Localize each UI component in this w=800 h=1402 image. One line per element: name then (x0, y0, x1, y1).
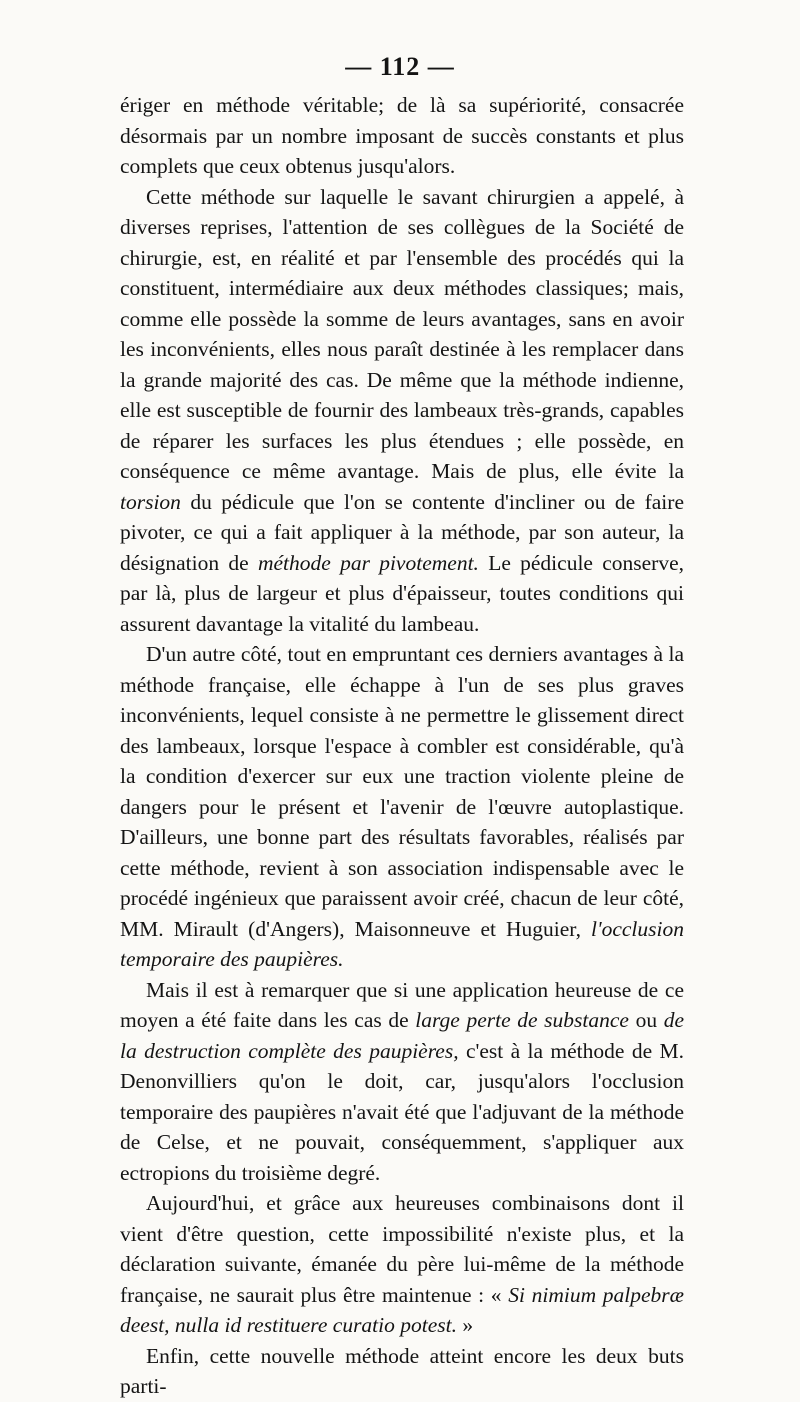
text-run: ériger en méthode véritable; de là sa supériorité, consacrée désormais par un nombre imposant de succès constants et plus complets que ceux obtenus jusqu'alors. (120, 93, 684, 178)
text-run: c'est à la méthode de M. Denonvilliers qu'on le doit, car, jusqu'alors l'occlusion temporaire des paupières n'avait été que l'adjuvant de la méthode de Celse, et ne pouvait, conséquemment, s'appliquer aux ectropions du troisième degré. (120, 1038, 684, 1185)
paragraph (120, 639, 684, 975)
text-run: Aujourd'hui, et grâce aux heureuses combinaisons dont il vient d'être question, cette impossibilité n'existe plus, et la déclaration suivante, émanée du père lui-même de la méthode française, ne saurait plus être maintenue : « (120, 1191, 684, 1307)
text-run: Mais il est à remarquer que si une application heureuse de ce moyen a été faite dans les cas de (120, 977, 684, 1032)
italic-text: l'occlusion temporaire des paupières. (120, 916, 684, 971)
italic-text: torsion (120, 489, 181, 514)
paragraph (120, 90, 684, 182)
text-run: Cette méthode sur laquelle le savant chirurgien a appelé, à diverses reprises, l'attention de ses collègues de la Société de chirurgie, est, en réalité et par l'ensemble des procédés qui la constituent, intermédiaire aux deux méthodes classiques; mais, comme elle possède la somme de leurs avantages, sans en avoir les inconvénients, elles nous paraît destinée à les remplacer dans la grande majorité des cas. De même que la méthode indienne, elle est susceptible de fournir des lambeaux très-grands, capables de réparer les surfaces les plus étendues ; elle possède, en conséquence ce même avantage. Mais de plus, elle évite la (120, 184, 684, 483)
paragraph (120, 975, 684, 1189)
page-number: — 112 — (345, 52, 455, 81)
text-run: Enfin, cette nouvelle méthode atteint encore les deux buts parti- (120, 1343, 684, 1398)
italic-text: large perte de substance (415, 1008, 629, 1032)
italic-text: Si nimium palpebræ deest, nulla id restituere curatio potest. (120, 1282, 684, 1337)
text-run: ou (628, 1008, 664, 1032)
text-run: » (457, 1313, 474, 1337)
text-run: du pédicule que l'on se contente d'incliner ou de faire pivoter, ce qui a fait appliquer à la méthode, par son auteur, la désignation de (120, 489, 684, 575)
body-text (120, 90, 684, 1402)
paragraph (120, 182, 684, 640)
italic-text: de la destruction complète des paupières, (120, 1008, 684, 1063)
text-run: Le pédicule conserve, par là, plus de largeur et plus d'épaisseur, toutes conditions qui assurent davantage la vitalité du lambeau. (120, 550, 685, 636)
paragraph (120, 1341, 684, 1402)
paragraph (120, 1188, 684, 1341)
italic-text: méthode par pivotement. (257, 550, 479, 575)
text-run: D'un autre côté, tout en empruntant ces derniers avantages à la méthode française, elle échappe à l'un de ses plus graves inconvénients, lequel consiste à ne permettre le glissement direct des lambeaux, lorsque l'espace à combler est considérable, qu'à la condition d'exercer sur eux une traction violente pleine de dangers pour le présent et l'avenir de l'œuvre autoplastique. D'ailleurs, une bonne part des résultats favorables, réalisés par cette méthode, revient à son association indispensable avec le procédé ingénieux que paraissent avoir créé, chacun de leur côté, MM. Mirault (d'Angers), Maisonneuve et Huguier, (120, 642, 684, 941)
